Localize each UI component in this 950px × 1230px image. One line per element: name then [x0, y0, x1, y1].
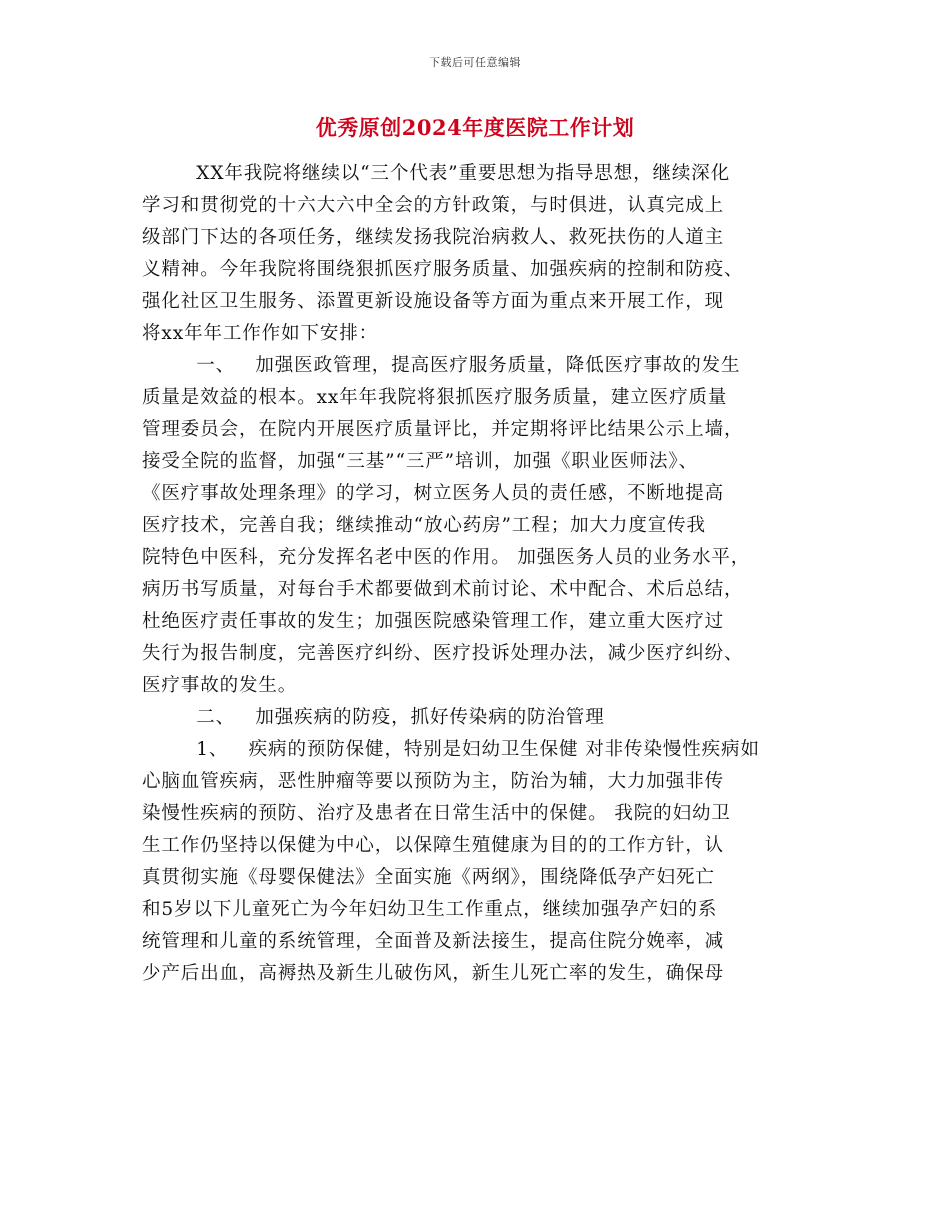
- text-line: 和5岁以下儿童死亡为今年妇幼卫生工作重点，继续加强孕产妇的系: [142, 899, 718, 920]
- text-line: 失行为报告制度，完善医疗纠纷、医疗投诉处理办法，减少医疗纠纷、: [142, 643, 744, 664]
- text-line: 生工作仍坚持以保健为中心，以保障生殖健康为目的的工作方针，认: [142, 835, 725, 856]
- text-line: 1、 疾病的预防保健，特别是妇幼卫生保健 对非传染慢性疾病如: [142, 739, 760, 760]
- text-line: 心脑血管疾病，恶性肿瘤等要以预防为主，防治为辅，大力加强非传: [142, 771, 725, 792]
- text-line: 真贯彻实施《母婴保健法》全面实施《两纲》，围绕降低孕产妇死亡: [142, 867, 715, 888]
- text-line: 将xx年年工作作如下安排：: [142, 323, 379, 344]
- text-line: 级部门下达的各项任务，继续发扬我院治病救人、救死扶伤的人道主: [142, 227, 725, 248]
- text-line: 院特色中医科，充分发挥名老中医的作用。 加强医务人员的业务水平，: [142, 547, 751, 568]
- header-note: 下载后可任意编辑: [429, 56, 521, 69]
- text-line: 医疗事故的发生。: [142, 675, 298, 696]
- text-line: 《医疗事故处理条理》的学习，树立医务人员的责任感，不断地提高: [142, 483, 725, 504]
- document-title: 优秀原创2024年度医院工作计划: [315, 115, 635, 140]
- text-line: 义精神。今年我院将围绕狠抓医疗服务质量、加强疾病的控制和防疫、: [142, 259, 744, 280]
- text-line: 强化社区卫生服务、添置更新设施设备等方面为重点来开展工作，现: [142, 291, 725, 312]
- text-line: 管理委员会，在院内开展医疗质量评比，并定期将评比结果公示上墙，: [142, 419, 744, 440]
- document-body: [142, 158, 812, 990]
- text-line: XX年我院将继续以“三个代表”重要思想为指导思想，继续深化: [142, 163, 731, 184]
- text-line: 少产后出血，高褥热及新生儿破伤风，新生儿死亡率的发生，确保母: [142, 963, 725, 984]
- text-line: 医疗技术，完善自我；继续推动“放心药房”工程；加大力度宣传我: [142, 515, 706, 536]
- text-line: 二、 加强疾病的防疫，抓好传染病的防治管理: [142, 707, 605, 728]
- text-line: 统管理和儿童的系统管理，全面普及新法接生，提高住院分娩率，减: [142, 931, 725, 952]
- text-line: 一、 加强医政管理，提高医疗服务质量，降低医疗事故的发生: [142, 355, 741, 376]
- text-line: 接受全院的监督，加强“三基”“三严”培训，加强《职业医师法》、: [142, 451, 698, 472]
- text-line: 学习和贯彻党的十六大六中全会的方针政策，与时俱进，认真完成上: [142, 195, 725, 216]
- text-line: 质量是效益的根本。xx年年我院将狠抓医疗服务质量，建立医疗质量: [142, 387, 728, 408]
- text-line: 杜绝医疗责任事故的发生；加强医院感染管理工作，建立重大医疗过: [142, 611, 725, 632]
- text-line: 染慢性疾病的预防、治疗及患者在日常生活中的保健。 我院的妇幼卫: [142, 803, 731, 824]
- text-line: 病历书写质量，对每台手术都要做到术前讨论、术中配合、术后总结，: [142, 579, 744, 600]
